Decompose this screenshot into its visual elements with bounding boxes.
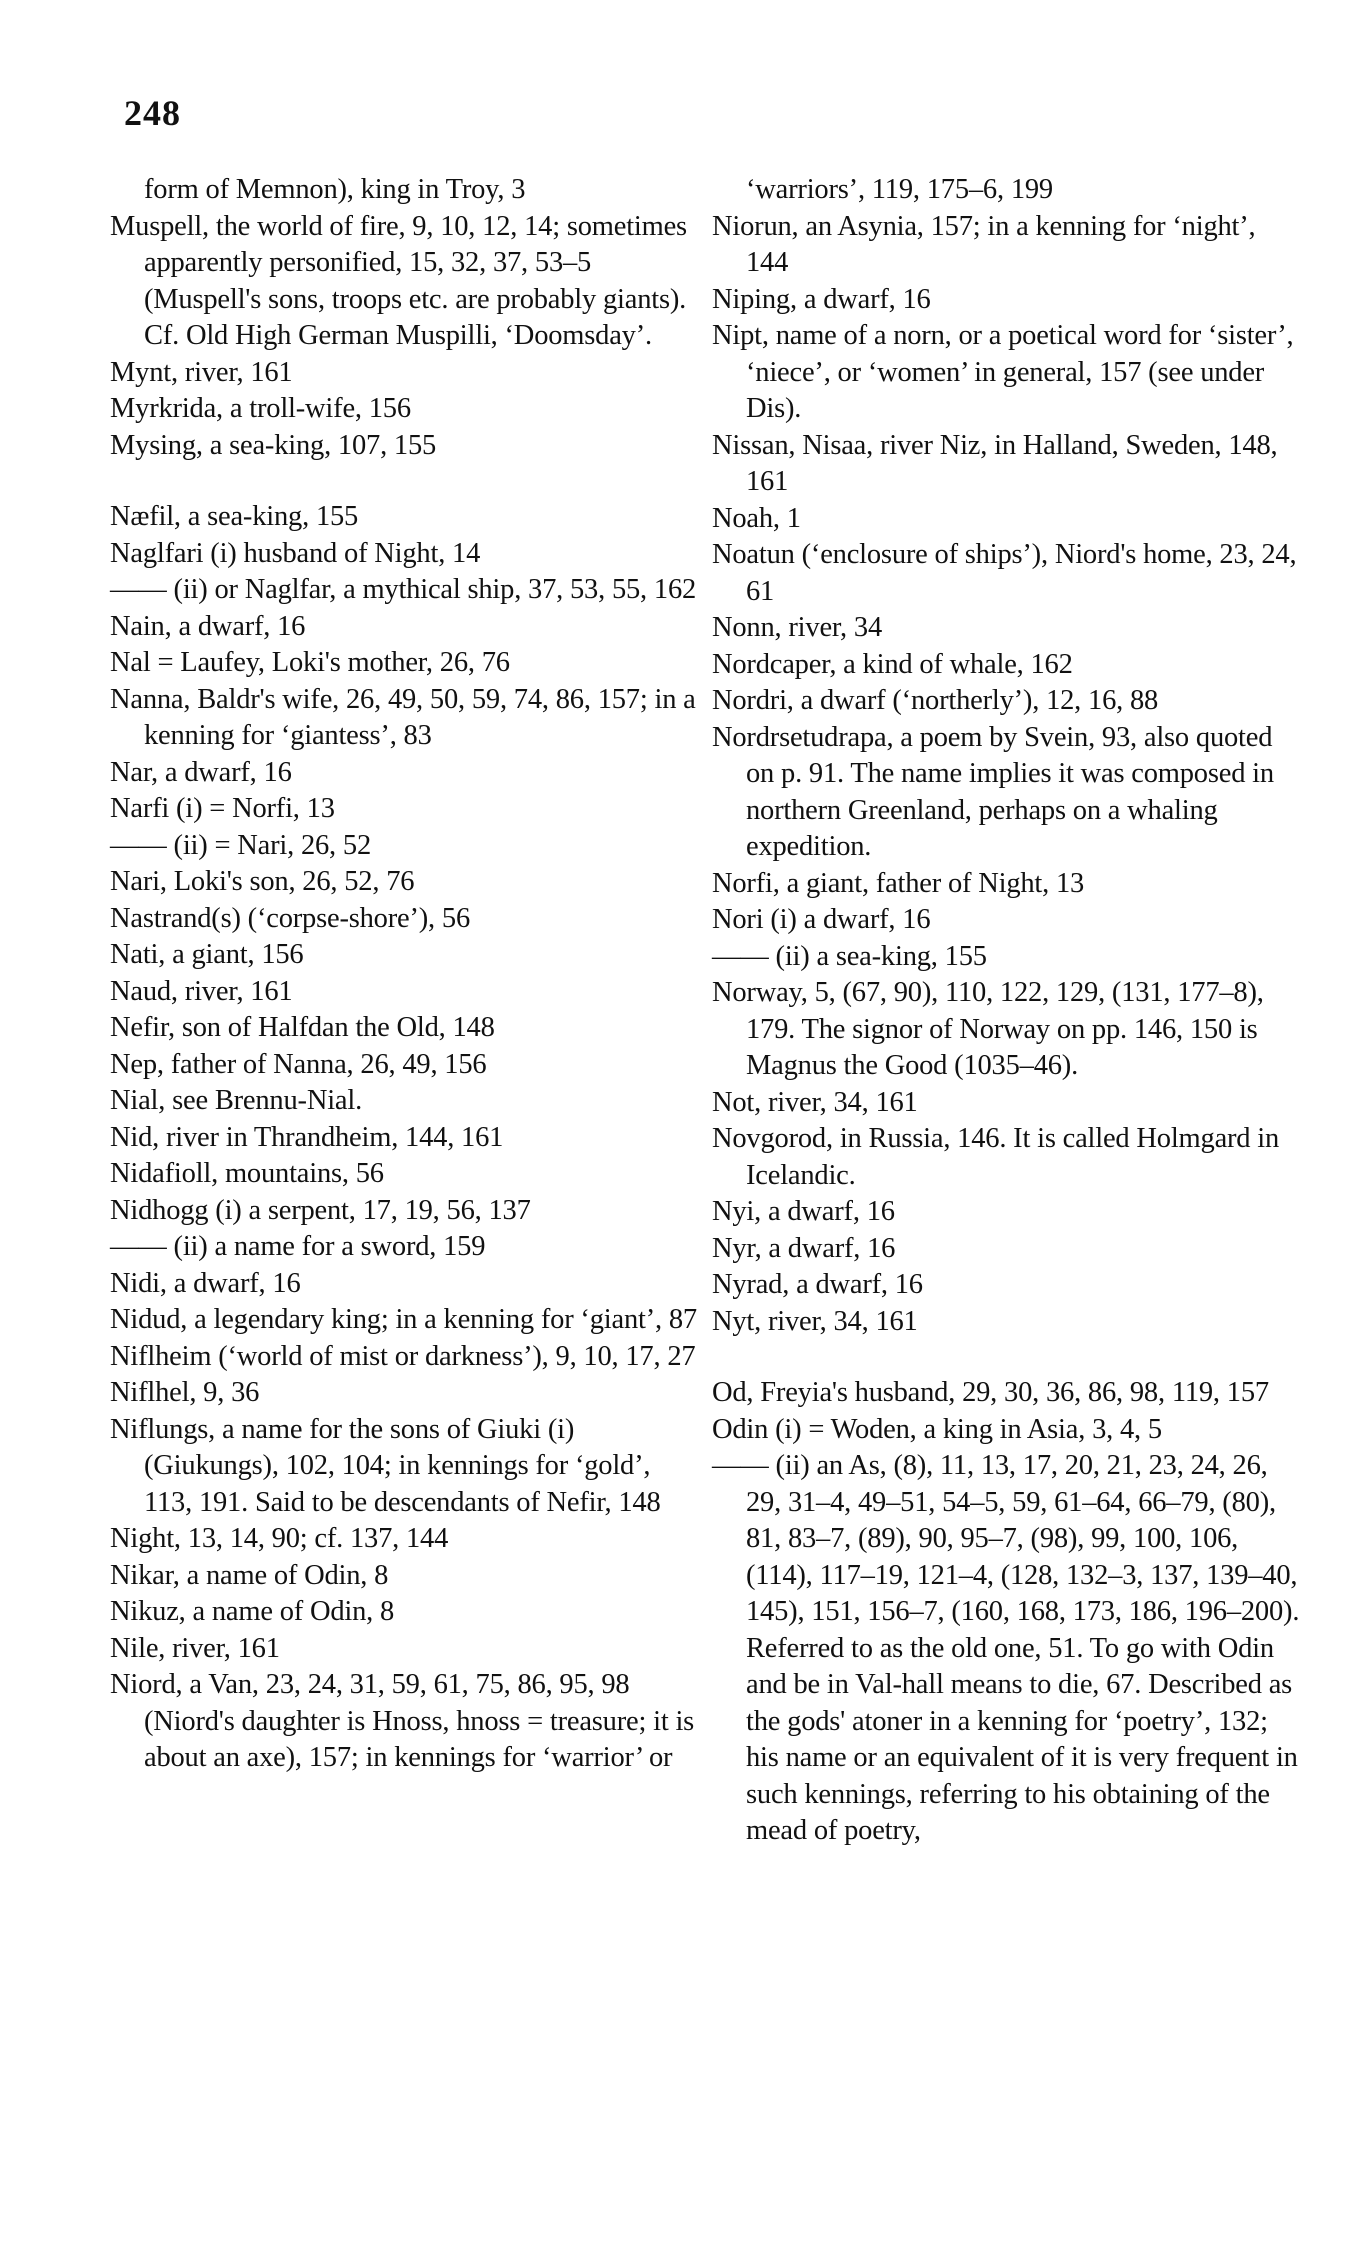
section-gap xyxy=(110,464,700,499)
index-entry: Nori (i) a dwarf, 16 xyxy=(712,904,931,935)
index-entry: Nial, see Brennu-Nial. xyxy=(110,1085,363,1116)
index-entry: Naud, river, 161 xyxy=(110,975,293,1007)
index-entry: Niflheim (‘world of mist or darkness’), 9, 10, 17, 27 xyxy=(110,1340,696,1372)
index-entry: form of Memnon), king in Troy, 3 xyxy=(144,174,526,205)
index-entry: ‘warriors’, 119, 175–6, 199 xyxy=(746,174,1053,205)
index-entry: Nari, Loki's son, 26, 52, 76 xyxy=(110,866,415,897)
index-column-right xyxy=(712,172,1302,1850)
index-entry: Noatun (‘enclosure of ships’), Niord's home, 23, 24, 61 xyxy=(712,539,1297,607)
index-entry: Narfi (i) = Norfi, 13 xyxy=(110,793,335,824)
index-entry: Odin (i) = Woden, a king in Asia, 3, 4, 5 xyxy=(712,1413,1162,1445)
index-entry: Naglfari (i) husband of Night, 14 xyxy=(110,537,481,569)
index-entry: Nordcaper, a kind of whale, 162 xyxy=(712,648,1073,680)
index-entry: Niord, a Van, 23, 24, 31, 59, 61, 75, 86, 95, 98 (Niord's daughter is Hnoss, hnoss = treasure; it is about an axe), 157; in kennings for ‘warrior’ or xyxy=(110,1669,695,1773)
index-entry: Not, river, 34, 161 xyxy=(712,1086,918,1118)
index-entry: Nastrand(s) (‘corpse-shore’), 56 xyxy=(110,902,470,934)
index-entry: Nikuz, a name of Odin, 8 xyxy=(110,1596,395,1627)
index-entry: Nidhogg (i) a serpent, 17, 19, 56, 137 xyxy=(110,1194,531,1226)
index-entry: Night, 13, 14, 90; cf. 137, 144 xyxy=(110,1523,449,1554)
index-entry: Nati, a giant, 156 xyxy=(110,939,304,970)
index-entry: Od, Freyia's husband, 29, 30, 36, 86, 98, 119, 157 xyxy=(712,1377,1269,1408)
index-entry: Nefir, son of Halfdan the Old, 148 xyxy=(110,1012,495,1043)
index-entry: Nidud, a legendary king; in a kenning for ‘giant’, 87 xyxy=(110,1304,697,1335)
index-entry: Noah, 1 xyxy=(712,502,801,534)
index-entry: Nyrad, a dwarf, 16 xyxy=(712,1269,923,1300)
index-entry: —— (ii) or Naglfar, a mythical ship, 37, 53, 55, 162 xyxy=(110,574,697,605)
index-entry: Mynt, river, 161 xyxy=(110,356,293,388)
index-entry: Nonn, river, 34 xyxy=(712,612,882,643)
page-number: 248 xyxy=(124,93,181,133)
index-entry: —— (ii) = Nari, 26, 52 xyxy=(110,829,372,861)
index-entry: Nile, river, 161 xyxy=(110,1632,280,1664)
index-entry: Norfi, a giant, father of Night, 13 xyxy=(712,867,1085,899)
index-entry: —— (ii) a sea-king, 155 xyxy=(712,940,987,972)
index-entry: Nidi, a dwarf, 16 xyxy=(110,1267,301,1299)
index-entry: Nikar, a name of Odin, 8 xyxy=(110,1559,389,1591)
index-entry: Nyt, river, 34, 161 xyxy=(712,1305,918,1337)
index-entry: Næfil, a sea-king, 155 xyxy=(110,501,359,532)
index-entry: Nordrsetudrapa, a poem by Svein, 93, also quoted on p. 91. The name implies it was composed in northern Greenland, perhaps on a whaling expedition. xyxy=(712,721,1274,862)
section-gap xyxy=(712,1340,1302,1375)
index-entry: Norway, 5, (67, 90), 110, 122, 129, (131, 177–8), 179. The signor of Norway on pp. 146, 150 is Magnus the Good (1035–46). xyxy=(712,977,1264,1081)
index-column-left xyxy=(110,172,700,1777)
index-entry: Nar, a dwarf, 16 xyxy=(110,756,292,788)
index-entry: Niorun, an Asynia, 157; in a kenning for ‘night’, 144 xyxy=(712,210,1256,278)
index-entry: Nordri, a dwarf (‘northerly’), 12, 16, 88 xyxy=(712,685,1159,716)
index-entry: Nep, father of Nanna, 26, 49, 156 xyxy=(110,1048,487,1080)
index-entry: Nipt, name of a norn, or a poetical word for ‘sister’, ‘niece’, or ‘women’ in general, 157 (see under Dis). xyxy=(712,320,1294,424)
index-entry: Nyi, a dwarf, 16 xyxy=(712,1196,895,1227)
index-entry: Niflungs, a name for the sons of Giuki (i) (Giukungs), 102, 104; in kennings for ‘gold’, 113, 191. Said to be descendants of Nefir, 148 xyxy=(110,1413,661,1518)
index-entry: Nidafioll, mountains, 56 xyxy=(110,1158,384,1189)
index-entry: Novgorod, in Russia, 146. It is called Holmgard in Icelandic. xyxy=(712,1123,1280,1191)
index-entry: Nissan, Nisaa, river Niz, in Halland, Sweden, 148, 161 xyxy=(712,429,1278,497)
index-entry: Myrkrida, a troll-wife, 156 xyxy=(110,393,411,424)
index-entry: —— (ii) an As, (8), 11, 13, 17, 20, 21, 23, 24, 26, 29, 31–4, 49–51, 54–5, 59, 61–64, 66–79, (80), 81, 83–7, (89), 90, 95–7, (98), 99, 100, 106, (114), 117–19, 121–4, (128, 132–3, 137, 139–40, 145), 151, 156–7, (160, 168, 173, 186, 196–200). Referred to as the old one, 51. To go with Odin and be in Val-hall means to die, 67. Described as the gods' atoner in a kenning for ‘poetry’, 132; his name or an equivalent of it is very frequent in such kennings, referring to his obtaining of the mead of poetry, xyxy=(712,1450,1300,1846)
index-entry: Nain, a dwarf, 16 xyxy=(110,610,306,642)
index-entry: Nyr, a dwarf, 16 xyxy=(712,1232,896,1264)
index-entry: Nal = Laufey, Loki's mother, 26, 76 xyxy=(110,647,510,678)
index-entry: —— (ii) a name for a sword, 159 xyxy=(110,1231,486,1262)
index-entry: Niping, a dwarf, 16 xyxy=(712,283,931,315)
index-entry: Mysing, a sea-king, 107, 155 xyxy=(110,429,437,461)
index-entry: Nanna, Baldr's wife, 26, 49, 50, 59, 74, 86, 157; in a kenning for ‘giantess’, 83 xyxy=(110,683,696,751)
index-entry: Nid, river in Thrandheim, 144, 161 xyxy=(110,1121,504,1153)
index-entry: Niflhel, 9, 36 xyxy=(110,1377,260,1408)
index-entry: Muspell, the world of fire, 9, 10, 12, 14; sometimes apparently personified, 15, 32, 37, 53–5 (Muspell's sons, troops etc. are probably giants). Cf. Old High German Muspilli, ‘Doomsday’. xyxy=(110,210,687,351)
